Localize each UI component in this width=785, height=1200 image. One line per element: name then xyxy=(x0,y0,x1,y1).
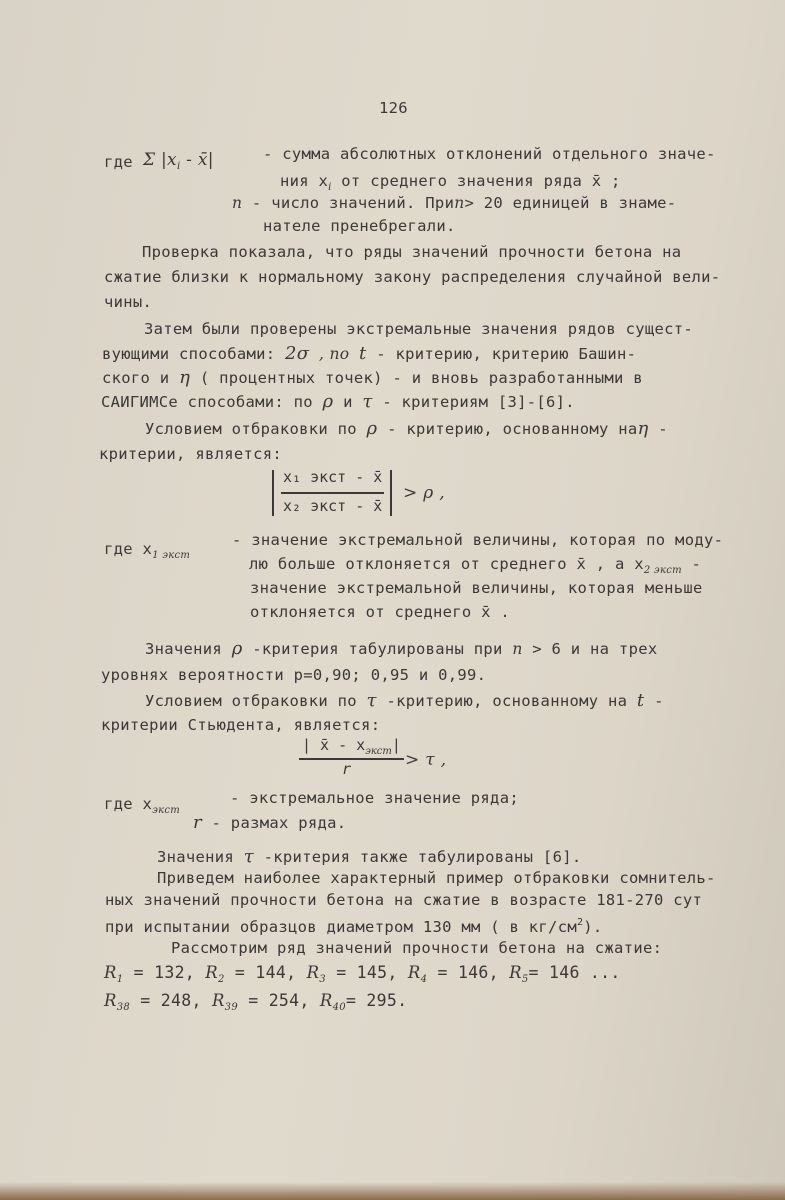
text-line: - сумма абсолютных отклонений отдельного значе- xyxy=(263,145,716,163)
text-line: Приведем наиболее характерный пример отбраковки сомнитель- xyxy=(157,869,716,887)
formula1-denominator: x₂ экст - x̄ xyxy=(283,497,383,515)
text-line: - экстремальное значение ряда; xyxy=(230,789,519,807)
series-line: $R_1 = 132$, $R_2 = 144$, $R_3 = 145$, $R_4 = 146$, $R_5= 146$ ... xyxy=(104,963,621,985)
text-line: при испытании образцов диаметром 130 мм ( в $кг/см^2$). xyxy=(105,917,603,936)
abs-bar-right xyxy=(390,470,392,516)
formula1-rhs: > ρ , xyxy=(403,483,445,503)
text-line: где xyxy=(104,153,133,171)
series-line: $R_{38} = 248$, $R_{39} = 254$, $R_{40}= 295$. xyxy=(104,991,408,1013)
text-line: ского и η ( процентных точек) - и вновь разработанными в xyxy=(102,367,643,388)
page-number: 126 xyxy=(379,99,408,117)
text-line: критерии Стьюдента, является: xyxy=(101,716,381,734)
text-line: ния $x_i$ от среднего значения ряда x̄ ; xyxy=(280,172,621,193)
text-line: критерии, является: xyxy=(99,445,283,463)
text-line: САИГИМСе способами: по ρ и τ - критериям [3]-[6]. xyxy=(101,391,575,412)
formula-sum-abs: Σ $|x_i$ - x̄| xyxy=(143,150,214,172)
text-line: Рассмотрим ряд значений прочности бетона на сжатие: xyxy=(171,939,663,957)
text-line: нателе пренебрегали. xyxy=(263,217,456,235)
text-line: Условием отбраковки по ρ - критерию, основанному наη - xyxy=(145,418,668,439)
text-line: r - размах ряда. xyxy=(193,812,347,833)
formula2-rhs: > τ , xyxy=(405,750,447,770)
text-line: значение экстремальной величины, которая меньше xyxy=(250,579,703,597)
text-line: Проверка показала, что ряды значений прочности бетона на xyxy=(142,243,682,261)
text-line: сжатие близки к нормальному закону распределения случайной вели- xyxy=(104,268,721,286)
text-line: Значения τ -критерия также табулированы [6]. xyxy=(157,846,582,867)
formula1-numerator: x₁ экст - x̄ xyxy=(283,468,383,486)
formula2-numerator: | x̄ - $x_{экст}|$ xyxy=(302,736,401,757)
text-line: чины. xyxy=(104,293,153,311)
formula2-denominator: r xyxy=(342,760,352,778)
text-line: где $x_{экст}$ xyxy=(104,795,181,816)
text-line: где $x_{1 экст}$ xyxy=(104,540,191,561)
text-line: лю больше отклоняется от среднего x̄ , а $x_{2 экст}$ - xyxy=(249,555,702,576)
abs-bar-left xyxy=(272,470,274,516)
text-line: Затем были проверены экстремальные значения рядов сущест- xyxy=(144,320,694,338)
fraction-line xyxy=(299,758,404,760)
text-line: уровнях вероятности р=0,90; 0,95 и 0,99. xyxy=(101,666,487,684)
text-line: Значения ρ -критерия табулированы при n > 6 и на трех xyxy=(145,638,658,659)
text-line: Условием отбраковки по τ -критерию, основанному на t - xyxy=(145,690,664,711)
fraction-line xyxy=(281,492,384,494)
text-line: ных значений прочности бетона на сжатие в возрасте 181-270 сут xyxy=(105,891,703,909)
text-line: n - число значений. Приn> 20 единицей в знаме- xyxy=(232,194,677,212)
text-line: отклоняется от среднего x̄ . xyxy=(250,603,511,621)
text-line: - значение экстремальной величины, которая по моду- xyxy=(232,531,724,549)
text-line: вующими способами: 2σ , по t - критерию, критерию Башин- xyxy=(102,343,637,364)
